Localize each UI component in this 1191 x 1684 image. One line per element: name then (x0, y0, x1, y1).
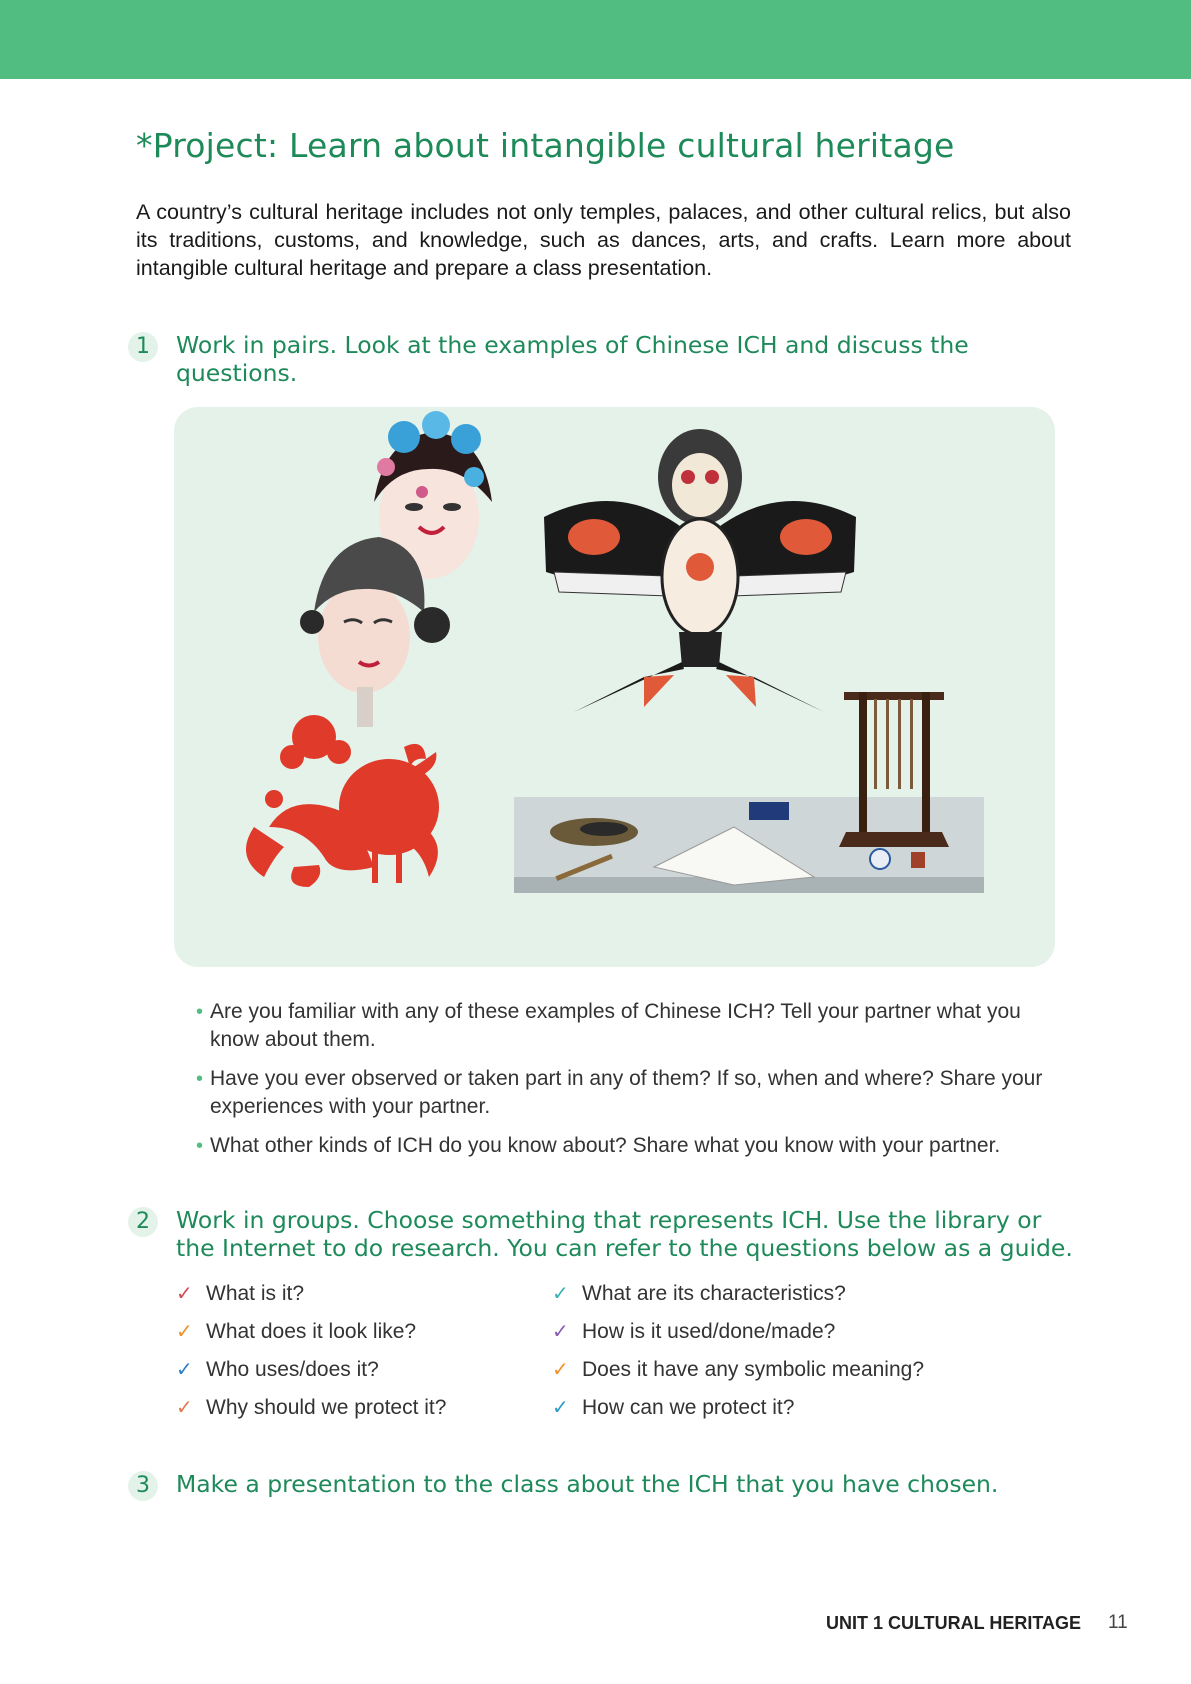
list-item: ✓ Does it have any symbolic meaning? (552, 1356, 924, 1384)
unit-label: UNIT 1 CULTURAL HERITAGE (826, 1613, 1081, 1633)
check-icon: ✓ (176, 1321, 193, 1343)
step-number: 3 (128, 1471, 158, 1501)
list-item: ✓ What are its characteristics? (552, 1280, 846, 1308)
list-item: • What other kinds of ICH do you know about? Share what you know with your partner. (196, 1132, 1066, 1160)
ich-illustrations (174, 407, 1055, 967)
page-title: *Project: Learn about intangible cultural heritage (136, 126, 955, 165)
swallow-kite-image (544, 429, 856, 712)
list-item: ✓ Who uses/does it? (176, 1356, 379, 1384)
check-icon: ✓ (552, 1397, 569, 1419)
list-item: ✓ What does it look like? (176, 1318, 416, 1346)
header-band (0, 0, 1191, 79)
ich-illustration-panel (174, 407, 1055, 967)
intro-paragraph: A country’s cultural heritage includes not only temples, palaces, and other cultural relics, but also its traditions, customs, and knowledge, such as dances, arts, and crafts. Learn more about intangible cultural heritage and prepare a class presentation. (136, 200, 1071, 280)
step-instruction: Work in pairs. Look at the examples of Chinese ICH and discuss the questions. (176, 331, 969, 387)
calligraphy-set-image (514, 692, 984, 893)
step-number: 1 (128, 332, 158, 362)
step-instruction: Work in groups. Choose something that represents ICH. Use the library or the Internet to do research. You can refer to the questions below as a guide. (176, 1206, 1073, 1262)
bullet-icon: • (196, 1068, 204, 1090)
bullet-icon: • (196, 1135, 204, 1157)
check-icon: ✓ (176, 1359, 193, 1381)
check-icon: ✓ (552, 1283, 569, 1305)
list-item: • Are you familiar with any of these examples of Chinese ICH? Tell your partner what you know about them. (196, 1000, 1021, 1051)
step-number: 2 (128, 1207, 158, 1237)
list-item: ✓ How is it used/done/made? (552, 1318, 835, 1346)
list-item: ✓ Why should we protect it? (176, 1394, 446, 1422)
page-number: 11 (1108, 1612, 1128, 1633)
paper-cut-rooster-image (246, 715, 439, 887)
check-icon: ✓ (552, 1321, 569, 1343)
check-icon: ✓ (176, 1283, 193, 1305)
peking-opera-masks-image (300, 411, 492, 727)
list-item: • Have you ever observed or taken part in any of them? If so, when and where? Share your experiences with your partner. (196, 1067, 1043, 1118)
step-instruction: Make a presentation to the class about the ICH that you have chosen. (176, 1470, 999, 1498)
list-item: ✓ How can we protect it? (552, 1394, 794, 1422)
discussion-questions (196, 998, 1066, 1171)
check-icon: ✓ (176, 1397, 193, 1419)
bullet-icon: • (196, 1001, 204, 1023)
list-item: ✓ What is it? (176, 1280, 304, 1308)
check-icon: ✓ (552, 1359, 569, 1381)
guide-checklist (176, 1280, 976, 1440)
